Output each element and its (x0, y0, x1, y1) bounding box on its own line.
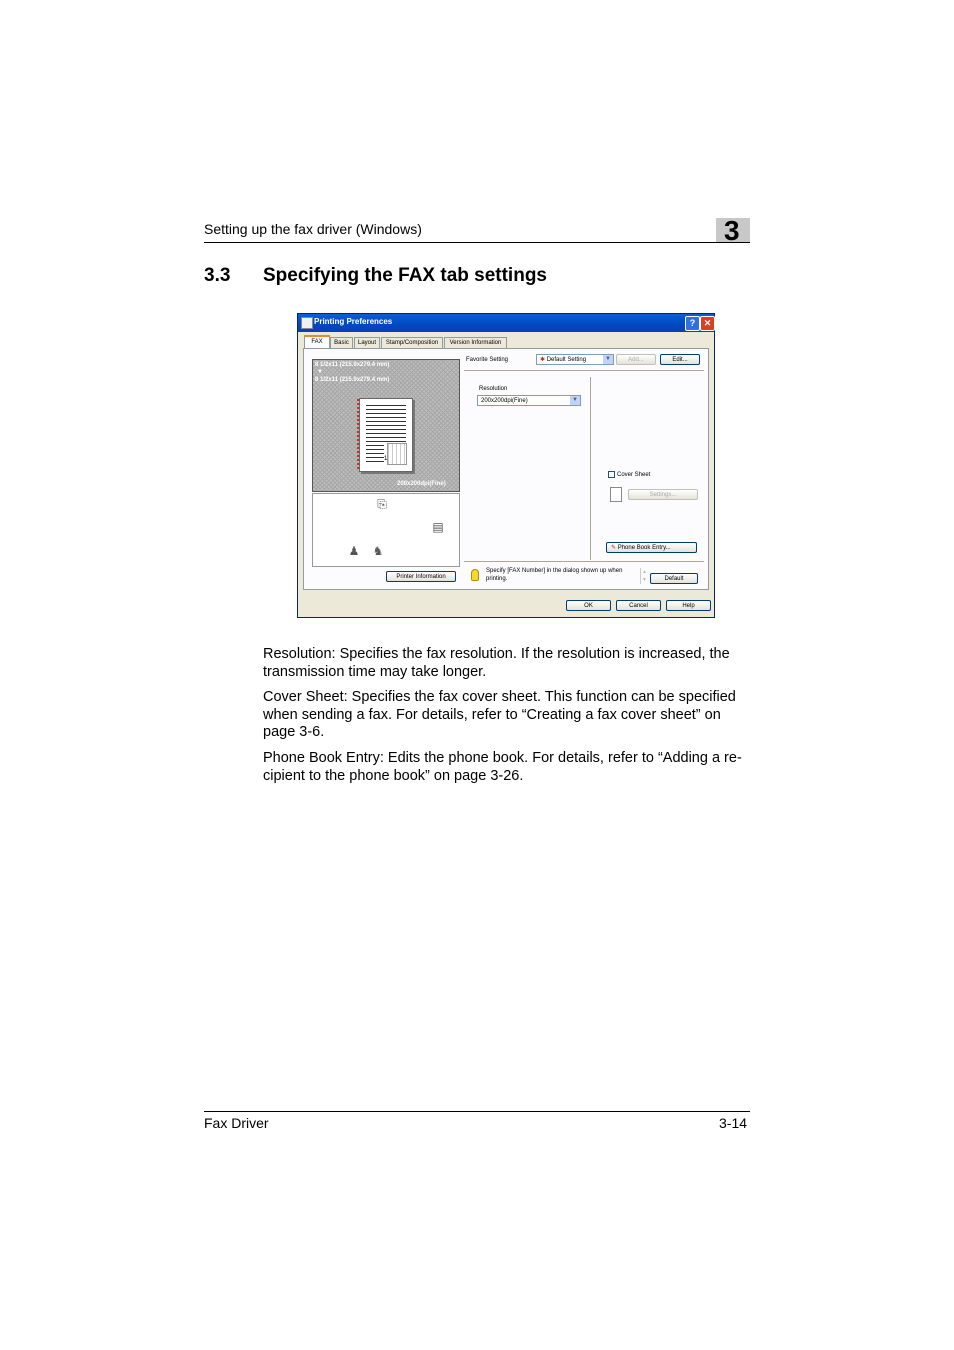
lightbulb-icon (471, 569, 479, 581)
phone-book-entry-label: Phone Book Entry... (617, 545, 671, 551)
tab-version-information[interactable]: Version Information (444, 337, 507, 348)
preview-page-number: 1 (384, 456, 388, 462)
favorite-setting-label: Favorite Setting (466, 357, 509, 363)
device-icon-panel (312, 493, 460, 567)
settings-button[interactable]: Settings... (628, 489, 698, 500)
add-button[interactable]: Add... (616, 354, 656, 365)
tab-basic[interactable]: Basic (330, 337, 353, 348)
text-line (366, 421, 406, 422)
text-line (366, 437, 406, 438)
section-number: 3.3 (204, 265, 231, 286)
resolution-select[interactable] (477, 395, 581, 406)
arrow-down-icon: ▼ (317, 369, 323, 375)
text-line (366, 433, 406, 434)
fax-tab-panel (303, 348, 709, 590)
thumbnail-grid (387, 443, 407, 465)
preview-resolution: 200x200dpi(Fine) (397, 481, 446, 487)
user-icon: ♟ (348, 544, 360, 558)
document-icon: ▤ (432, 520, 444, 534)
section-title: Specifying the FAX tab settings (263, 265, 547, 286)
help-button[interactable]: Help (666, 600, 711, 611)
chapter-number: 3 (724, 215, 740, 246)
edit-button[interactable]: Edit... (660, 354, 700, 365)
running-header: Setting up the fax driver (Windows) (204, 221, 422, 237)
page-number: 3-14 (719, 1115, 748, 1131)
footer-rule (204, 1111, 750, 1112)
tab-layout[interactable]: Layout (354, 337, 380, 348)
favorite-star-icon: ✱ (540, 357, 546, 363)
divider (464, 370, 704, 371)
default-button[interactable]: Default (650, 573, 698, 584)
chevron-down-icon[interactable]: ▼ (570, 396, 580, 405)
favorite-setting-select[interactable] (536, 354, 614, 365)
text-line (366, 417, 406, 418)
text-line (366, 449, 384, 450)
tab-fax[interactable]: FAX (304, 335, 330, 349)
printing-preferences-dialog (297, 313, 715, 618)
dialog-title: Printing Preferences (314, 317, 393, 326)
tab-stamp-composition[interactable]: Stamp/Composition (381, 337, 443, 348)
ok-button[interactable]: OK (566, 600, 611, 611)
header-rule (204, 242, 750, 243)
text-line (366, 413, 406, 414)
text-line (366, 425, 406, 426)
text-line (366, 409, 406, 410)
paper-preview (312, 359, 460, 492)
cancel-button[interactable]: Cancel (616, 600, 661, 611)
printer-icon (301, 317, 313, 329)
cover-sheet-description: Cover Sheet: Specifies the fax cover sheet. This function can be specified when sending a fax. For details, refer to “Creating a fax cover sheet” on page 3-6. (263, 689, 736, 740)
text-line (366, 457, 384, 458)
phone-book-entry-button[interactable] (606, 542, 697, 553)
text-line (366, 461, 384, 462)
cover-sheet-checkbox[interactable] (608, 471, 615, 478)
help-icon[interactable]: ? (685, 316, 700, 331)
text-line (366, 429, 406, 430)
close-icon[interactable]: ✕ (700, 316, 715, 331)
footer-title: Fax Driver (204, 1115, 269, 1131)
text-line (366, 441, 406, 442)
printer-information-button[interactable]: Printer Information (386, 571, 456, 582)
resolution-value: 200x200dpi(Fine) (481, 398, 528, 404)
binding-edge (357, 399, 359, 471)
dialog-titlebar (298, 314, 714, 332)
divider (464, 561, 704, 562)
resolution-label: Resolution (479, 386, 508, 392)
hint-scroll-arrows[interactable]: ▲ ▼ (642, 569, 647, 583)
cover-sheet-icon (610, 487, 622, 502)
chevron-down-icon[interactable]: ▼ (603, 355, 613, 364)
resolution-description: Resolution: Specifies the fax resolution. If the resolution is increased, the transmission time may take longer. (263, 646, 730, 680)
fax-output-icon: ⎘ (377, 497, 387, 511)
text-line (366, 405, 406, 406)
hint-text: Specify [FAX Number] in the dialog shown up when printing. (486, 568, 623, 582)
phone-book-icon: ✎ (611, 545, 617, 551)
phone-book-entry-description: Phone Book Entry: Edits the phone book. For details, refer to “Adding a re-cipient to the phone book” on page 3-26. (263, 750, 742, 784)
cover-sheet-label: Cover Sheet (617, 472, 651, 478)
favorite-setting-value: Default Setting (546, 357, 587, 363)
vertical-divider (590, 377, 591, 560)
preview-page (359, 398, 413, 472)
preview-paper-to: 8 1/2x11 (215.9x279.4 mm) (315, 377, 390, 383)
preview-paper-from: 8 1/2x11 (215.9x279.4 mm) (315, 362, 390, 368)
text-line (366, 453, 384, 454)
text-line (366, 445, 384, 446)
user-group-icon: ♞ (372, 544, 384, 558)
